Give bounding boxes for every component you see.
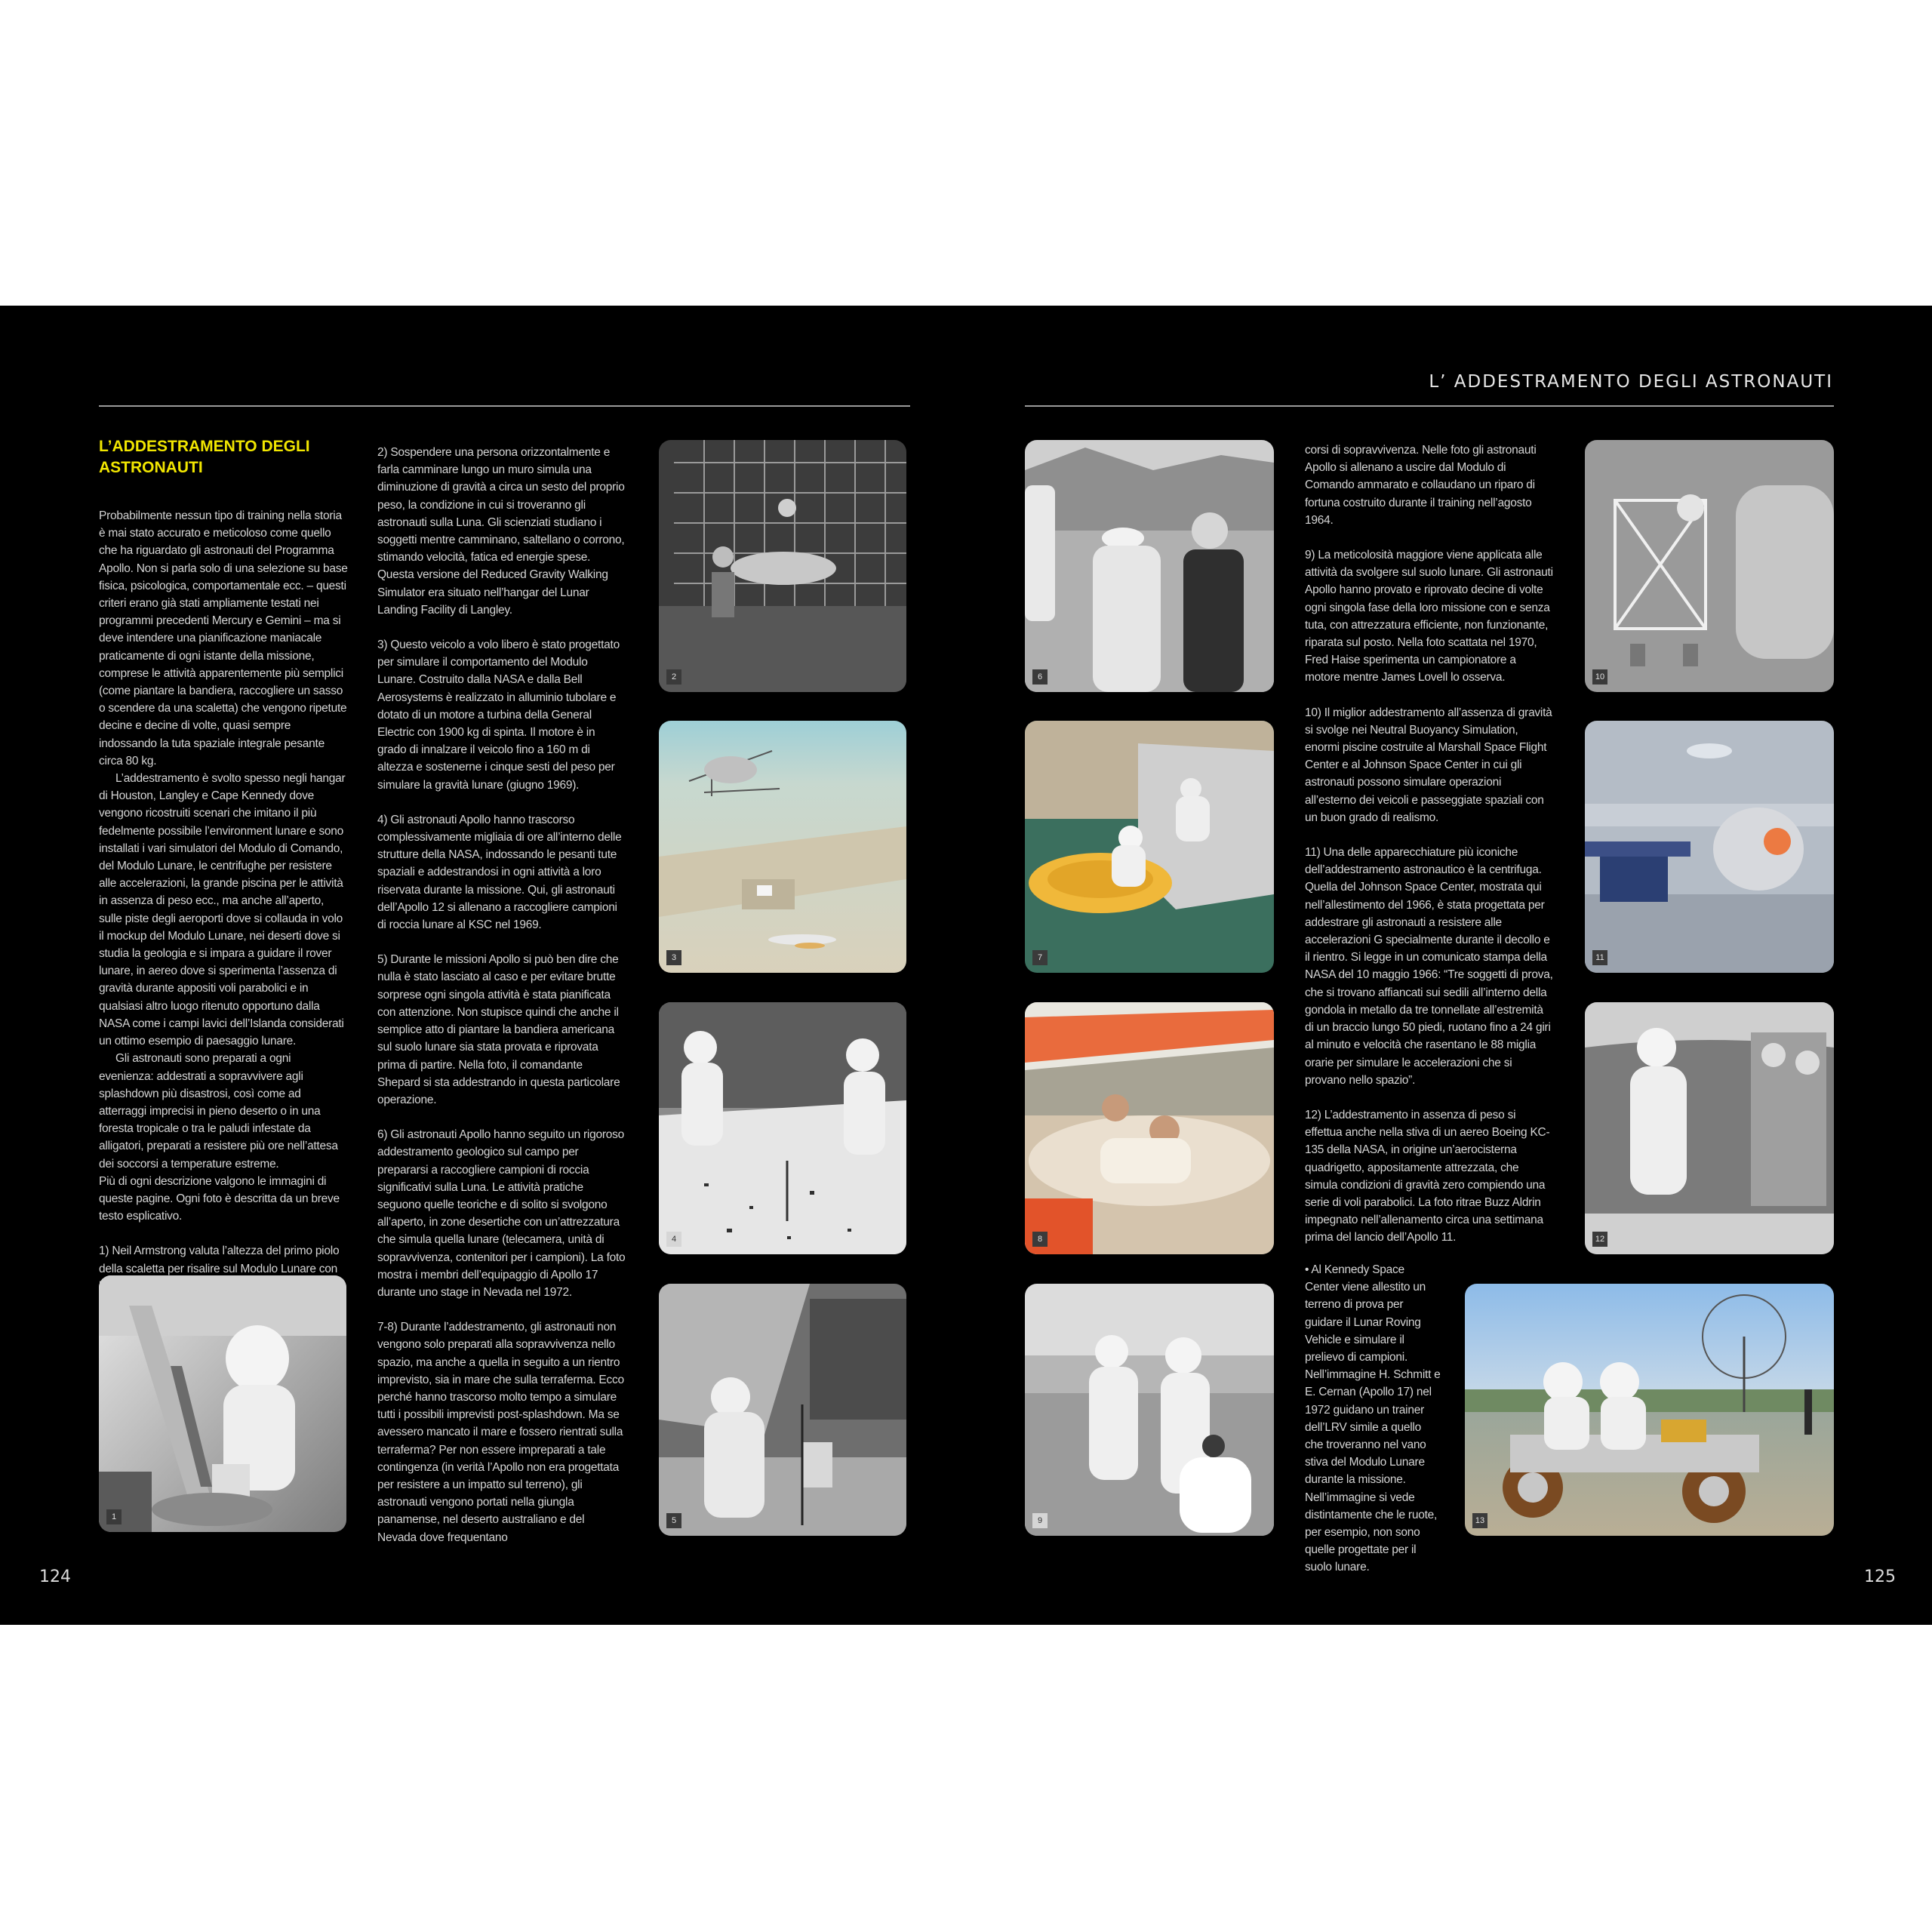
photo-9-image: [1025, 1284, 1274, 1536]
paragraph: Più di ogni descrizione valgono le immagini di queste pagine. Ogni foto è descritta da un breve testo esplicativo.: [99, 1174, 340, 1223]
article-heading: L’ADDESTRAMENTO DEGLI ASTRONAUTI: [99, 438, 310, 476]
caption-12: 12) L’addestramento in assenza di peso si effettua anche nella stiva di un aereo Boeing KC-135 della NASA, in origine un’aerocisterna quadrigetto, appositamente attrezzata, che simula condizioni di gravità zero compiendo una serie di voli parabolici. La foto ritrae Buzz Aldrin impegnato nell’allenamento circa una settimana prima del lancio dell’Apollo 11.: [1305, 1108, 1550, 1244]
caption-2: 2) Sospendere una persona orizzontalmente e farla camminare lungo un muro simula una diminuzione di gravità a circa un sesto del proprio peso, la condizione in cui si troveranno gli astronauti sulla Luna. Gli scienziati studiano i soggetti mentre camminano, saltellano o corrono, stimando velocità, fatica ed energie spese.: [377, 446, 625, 565]
photo-13: [1465, 1284, 1834, 1536]
caption-13: • Al Kennedy Space Center viene allestito un terreno di prova per guidare il Lunar Roving Vehicle e simulare il prelievo di campioni. Nell’immagine H. Schmitt e E. Cernan (Apollo 17) nel 1972 guidano un trainer dell’LRV simile a quello che troveranno nel vano stiva del Modulo Lunare durante la missione. Nell’immagine si vede distintamente che le ruote, per esempio, non sono quelle progettate per il suolo lunare.: [1305, 1263, 1441, 1574]
photo-number: 2: [666, 669, 681, 685]
caption-4: 4) Gli astronauti Apollo hanno trascorso complessivamente migliaia di ore all’interno delle strutture della NASA, indossando le pesanti tute spaziali e addestrandosi in ogni attività a loro riservata durante la missione. Qui, gli astronauti dell’Apollo 12 si allenano a raccogliere campioni di roccia lunare al KSC nel 1969.: [377, 813, 622, 932]
header-rule-right: [1025, 405, 1834, 407]
photo-13-image: [1465, 1284, 1834, 1536]
caption-11: 11) Una delle apparecchiature più iconiche dell’addestramento astronautico è la centrifuga. Quella del Johnson Space Center, mostrata qui nell’allestimento del 1966, è stata progettata per addestrare gli astronauti a resistere alle accelerazioni G specialmente durante il decollo e il rientro. Si legge in un comunicato stampa della NASA del 10 maggio 1966: “Tre soggetti di prova, che si trovano affiancati sui sedili all’interno della gondola in metallo da tre tonnellate all’estremità di un braccio lungo 50 piedi, ruotano fino a 24 giri al minuto e velocità che rasentano le 88 miglia orarie per simulare le accelerazioni che si provano nello spazio”.: [1305, 846, 1553, 1087]
photo-number: 4: [666, 1232, 681, 1247]
caption-9: 9) La meticolosità maggiore viene applicata alle attività da svolgere sul suolo lunare. Gli astronauti Apollo hanno provato e riprovato decine di volte ogni singola fase della loro missione con e senza tuta, con attrezzatura efficiente, non funzionante, riparata sul posto. Nella foto scattata nel 1970, Fred Haise sperimenta un campionatore a motore mentre James Lovell lo osserva.: [1305, 549, 1553, 685]
photo-10: [1585, 440, 1834, 692]
photo-number: 5: [666, 1513, 681, 1528]
photo-3: [659, 721, 906, 973]
photo-number: 8: [1032, 1232, 1048, 1247]
page-spread: [0, 306, 1932, 1625]
caption-7-8-cont: corsi di sopravvivenza. Nelle foto gli astronauti Apollo si allenano a uscire dal Modulo di Comando ammarato e collaudano un riparo di fortuna costruito durante il training nell’agosto 1964.: [1305, 444, 1537, 527]
paragraph: Gli astronauti sono preparati a ogni evenienza: addestrati a sopravvivere agli splashdown più disastrosi, così come ad atterraggi imprecisi in pieno deserto o in una foresta tropicale o tra le paludi infestate da alligatori, preparati a resistere più ore nell’attesa dei soccorsi a temperature estreme.: [99, 1052, 338, 1171]
photo-8: [1025, 1002, 1274, 1254]
photo-6-image: [1025, 440, 1274, 692]
photo-number: 9: [1032, 1513, 1048, 1528]
photo-3-image: [659, 721, 906, 973]
running-head: L’ ADDESTRAMENTO DEGLI ASTRONAUTI: [1429, 372, 1833, 392]
text-column-2: [377, 444, 626, 1546]
paragraph: L’addestramento è svolto spesso negli hangar di Houston, Langley e Cape Kennedy dove vengono ricostruiti scenari che imitano il più fedelmente possibile l’environment lunare e sono installati i vari simulatori del Modulo di Comando, del Modulo Lunare, le centrifughe per resistere alle accelerazioni, la grande piscina per le attività in assenza di peso ecc., ma anche all’aperto, sulle piste degli aeroporti dove si collauda in volo il mockup del Modulo Lunare, nei deserti dove si studia la geologia e si impara a guidare il rover lunare, in aereo dove si sperimenta l’assenza di gravità durante appositi voli parabolici e in qualsiasi altro luogo ritenuto opportuno dalla NASA come i campi lavici dell’Islanda considerati un ottimo esempio di paesaggio lunare.: [99, 772, 346, 1048]
caption-3: 3) Questo veicolo a volo libero è stato progettato per simulare il comportamento del Modulo Lunare. Costruito dalla NASA e dalla Bell Aerosystems è realizzato in alluminio tubolare e dotato di un motore a turbina della General Electric con 1900 kg di spinta. Il motore è in grado di innalzare il veicolo fino a 160 m di altezza e sostenerne i cinque sesti del peso per simulare la gravità lunare (giugno 1969).: [377, 638, 620, 792]
photo-4: [659, 1002, 906, 1254]
photo-11-image: [1585, 721, 1834, 973]
photo-12: [1585, 1002, 1834, 1254]
caption-6: 6) Gli astronauti Apollo hanno seguito un rigoroso addestramento geologico sul campo per prepararsi a raccogliere campioni di roccia significativi sulla Luna. Le attività pratiche seguono quelle teoriche e di solito si svolgono all’aperto, in zone desertiche con un’attrezzatura che simula quella lunare (telecamera, unità di sopravvivenza, contenitori per i campioni). La foto mostra i membri dell’equipaggio di Apollo 17 durante uno stage in Nevada nel 1972.: [377, 1128, 626, 1299]
photo-5: [659, 1284, 906, 1536]
photo-7: [1025, 721, 1274, 973]
text-column-3: [1305, 441, 1554, 1247]
photo-2-image: [659, 440, 906, 692]
photo-6: [1025, 440, 1274, 692]
photo-1-image: [99, 1275, 346, 1532]
caption-10: 10) Il miglior addestramento all’assenza di gravità si svolge nei Neutral Buoyancy Simulation, enormi piscine costruite al Marshall Space Flight Center e al Johnson Space Center in cui gli astronauti possono simulare operazioni all’esterno dei veicoli e passeggiate spaziali con un buon grado di realismo.: [1305, 706, 1552, 824]
caption-7-8: 7-8) Durante l’addestramento, gli astronauti non vengono solo preparati alla sopravvivenza nello spazio, ma anche a quella in seguito a un rientro imprevisto, sia in mare che sulla terraferma. Ecco perché hanno trascorso molto tempo a simulare tutti i possibili imprevisti post-splashdown. Ma se avessero mancato il mare e fossero rientrati sulla terraferma? Per non essere impreparati a tale contingenza (in verità l’Apollo non era progettata per resistere a un impatto sul terreno), gli astronauti vengono portati nella giungla panamense, nel deserto australiano e del Nevada dove frequentano: [377, 1321, 624, 1544]
text-column-4: [1305, 1261, 1441, 1577]
photo-4-image: [659, 1002, 906, 1254]
page-number-left: 124: [39, 1567, 71, 1586]
photo-number: 1: [106, 1509, 122, 1524]
photo-10-image: [1585, 440, 1834, 692]
paragraph: Probabilmente nessun tipo di training nella storia è mai stato accurato e meticoloso come quello che ha riguardato gli astronauti del Programma Apollo. Non si parla solo di una selezione su base fisica, psicologica, comportamentale ecc. – questi criteri erano già stati ampliamente testati nei programmi precedenti Mercury e Gemini – ma si deve intendere una pianificazione maniacale praticamente di ogni istante della missione, comprese le attività apparentemente più semplici (come piantare la bandiera, raccogliere un sasso o scendere da una scaletta) che vengono ripetute decine e decine di volte, quasi sempre indossando la tuta spaziale integrale pesante circa 80 kg.: [99, 509, 348, 768]
photo-number: 12: [1592, 1232, 1607, 1247]
text-column-1: [99, 436, 348, 1295]
photo-number: 3: [666, 950, 681, 965]
photo-2: [659, 440, 906, 692]
caption-2-extra: Questa versione del Reduced Gravity Walking Simulator era situato nell’hangar del Lunar Landing Facility di Langley.: [377, 568, 608, 617]
header-rule-left: [99, 405, 910, 407]
photo-12-image: [1585, 1002, 1834, 1254]
caption-5: 5) Durante le missioni Apollo si può ben dire che nulla è stato lasciato al caso e per evitare brutte sorprese ogni singola attività è stata pianificata con attenzione. Non stupisce quindi che anche il semplice atto di piantare la bandiera americana sul suolo lunare sia stata provata e riprovata prima di partire. Nella foto, il comandante Shepard si sta addestrando in questa particolare operazione.: [377, 953, 620, 1106]
photo-9: [1025, 1284, 1274, 1536]
caption-1: 1) Neil Armstrong valuta l’altezza del primo piolo della scaletta per risalire sul Modulo Lunare con: [99, 1244, 340, 1275]
photo-number: 11: [1592, 950, 1607, 965]
photo-number: 13: [1472, 1513, 1487, 1528]
photo-11: [1585, 721, 1834, 973]
photo-8-image: [1025, 1002, 1274, 1254]
photo-number: 6: [1032, 669, 1048, 685]
photo-number: 10: [1592, 669, 1607, 685]
photo-1: [99, 1275, 346, 1532]
photo-7-image: [1025, 721, 1274, 973]
page-number-right: 125: [1864, 1567, 1896, 1586]
photo-5-image: [659, 1284, 906, 1536]
photo-number: 7: [1032, 950, 1048, 965]
